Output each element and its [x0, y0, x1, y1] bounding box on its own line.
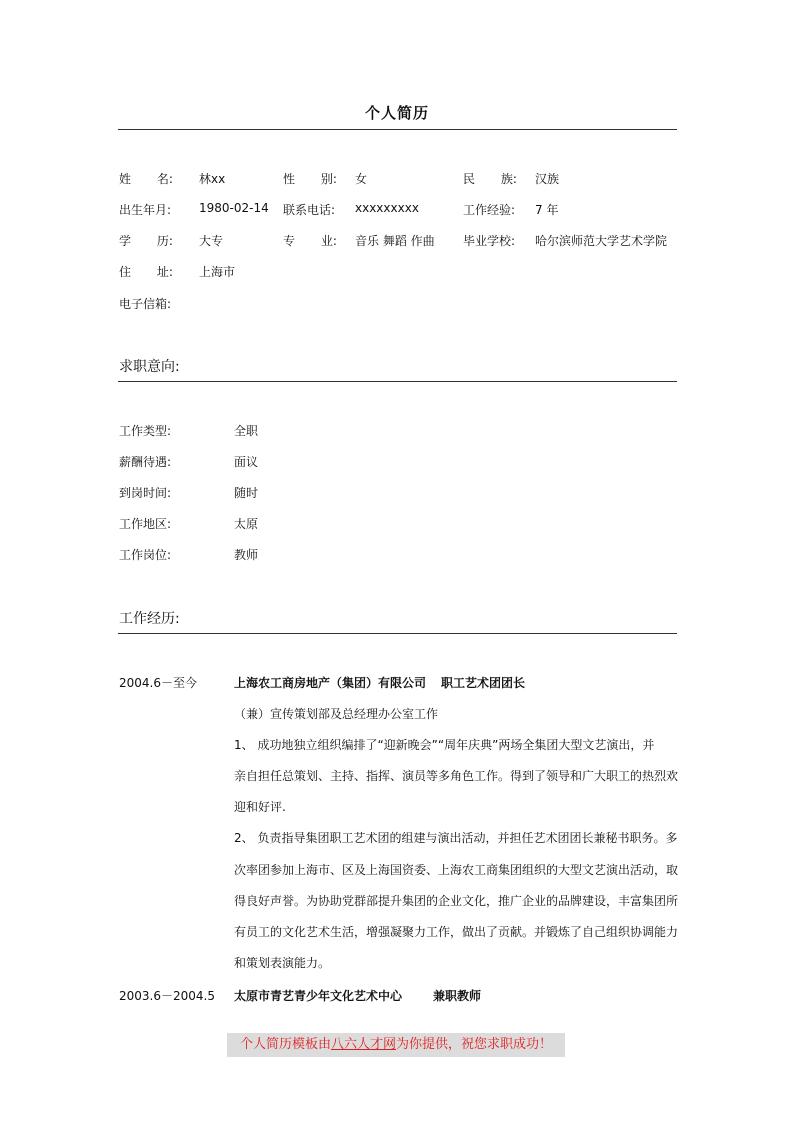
- work-position: 兼职教师: [433, 989, 482, 1003]
- experience-label: 工作经验:: [463, 203, 516, 217]
- footer-suffix: 为你提供，祝您求职成功！: [396, 1037, 553, 1052]
- work-line: 有员工的文化艺术生活，增强凝聚力工作，做出了贡献。并锻炼了自己组织协调能力: [234, 925, 679, 939]
- major-label: 专 业:: [283, 234, 337, 248]
- job-type-label: 工作类型:: [119, 424, 172, 438]
- ethnicity-value: 汉族: [535, 172, 560, 186]
- education-label: 学 历:: [119, 234, 173, 248]
- address-label: 住 址:: [119, 265, 173, 279]
- gender-value: 女: [355, 172, 368, 186]
- birth-value: 1980-02-14: [199, 201, 269, 215]
- location-label: 工作地区:: [119, 517, 172, 531]
- footer-banner: [227, 1033, 565, 1057]
- work-period: 2003.6－2004.5: [119, 989, 215, 1003]
- post-label: 工作岗位:: [119, 548, 172, 562]
- work-line: 迎和好评.: [234, 800, 286, 814]
- phone-label: 联系电话:: [283, 203, 336, 217]
- title-rule: [118, 129, 677, 130]
- birth-label: 出生年月:: [119, 203, 172, 217]
- phone-value: xxxxxxxxx: [355, 201, 419, 215]
- work-line: 亲自担任总策划、主持、指挥、演员等多角色工作。得到了领导和广大职工的热烈欢: [234, 769, 679, 783]
- location-value: 太原: [234, 517, 259, 531]
- work-line: 和策划表演能力。: [234, 956, 331, 970]
- work-line: 次率团参加上海市、区及上海国资委、上海农工商集团组织的大型文艺演出活动，取: [234, 863, 679, 877]
- school-value: 哈尔滨师范大学艺术学院: [535, 234, 668, 248]
- work-line: （兼）宣传策划部及总经理办公室工作: [234, 707, 439, 721]
- footer-prefix: 个人简历模板由: [239, 1037, 331, 1052]
- job-intent-rule: [118, 381, 677, 382]
- footer-link[interactable]: 八六人才网: [330, 1037, 396, 1052]
- section-heading-work-history: 工作经历:: [119, 611, 180, 627]
- salary-value: 面议: [234, 455, 259, 469]
- school-label: 毕业学校:: [463, 234, 516, 248]
- salary-label: 薪酬待遇:: [119, 455, 172, 469]
- email-label: 电子信箱:: [119, 297, 172, 311]
- name-value: 林xx: [199, 172, 226, 186]
- experience-value: 7 年: [535, 203, 559, 217]
- major-value: 音乐 舞蹈 作曲: [355, 234, 435, 248]
- post-value: 教师: [234, 548, 259, 562]
- work-period: 2004.6－至今: [119, 676, 197, 690]
- work-line: 2、 负责指导集团职工艺术团的组建与演出活动，并担任艺术团团长兼秘书职务。多: [234, 831, 678, 845]
- section-heading-job-intent: 求职意向:: [119, 359, 180, 375]
- work-history-rule: [118, 633, 677, 634]
- education-value: 大专: [199, 234, 224, 248]
- address-value: 上海市: [199, 265, 236, 279]
- name-label: 姓 名:: [119, 172, 173, 186]
- ethnicity-label: 民 族:: [463, 172, 517, 186]
- work-line: 得良好声誉。为协助党群部提升集团的企业文化，推广企业的品牌建设，丰富集团所: [234, 894, 679, 908]
- start-time-value: 随时: [234, 486, 259, 500]
- work-line: 1、 成功地独立组织编排了“迎新晚会”“周年庆典”两场全集团大型文艺演出，并: [234, 738, 655, 752]
- page-title: 个人简历: [364, 104, 429, 122]
- work-company: 上海农工商房地产（集团）有限公司: [234, 676, 427, 690]
- work-position: 职工艺术团团长: [441, 676, 526, 690]
- start-time-label: 到岗时间:: [119, 486, 172, 500]
- work-company: 太原市青艺青少年文化艺术中心: [234, 989, 403, 1003]
- job-type-value: 全职: [234, 424, 259, 438]
- gender-label: 性 别:: [283, 172, 337, 186]
